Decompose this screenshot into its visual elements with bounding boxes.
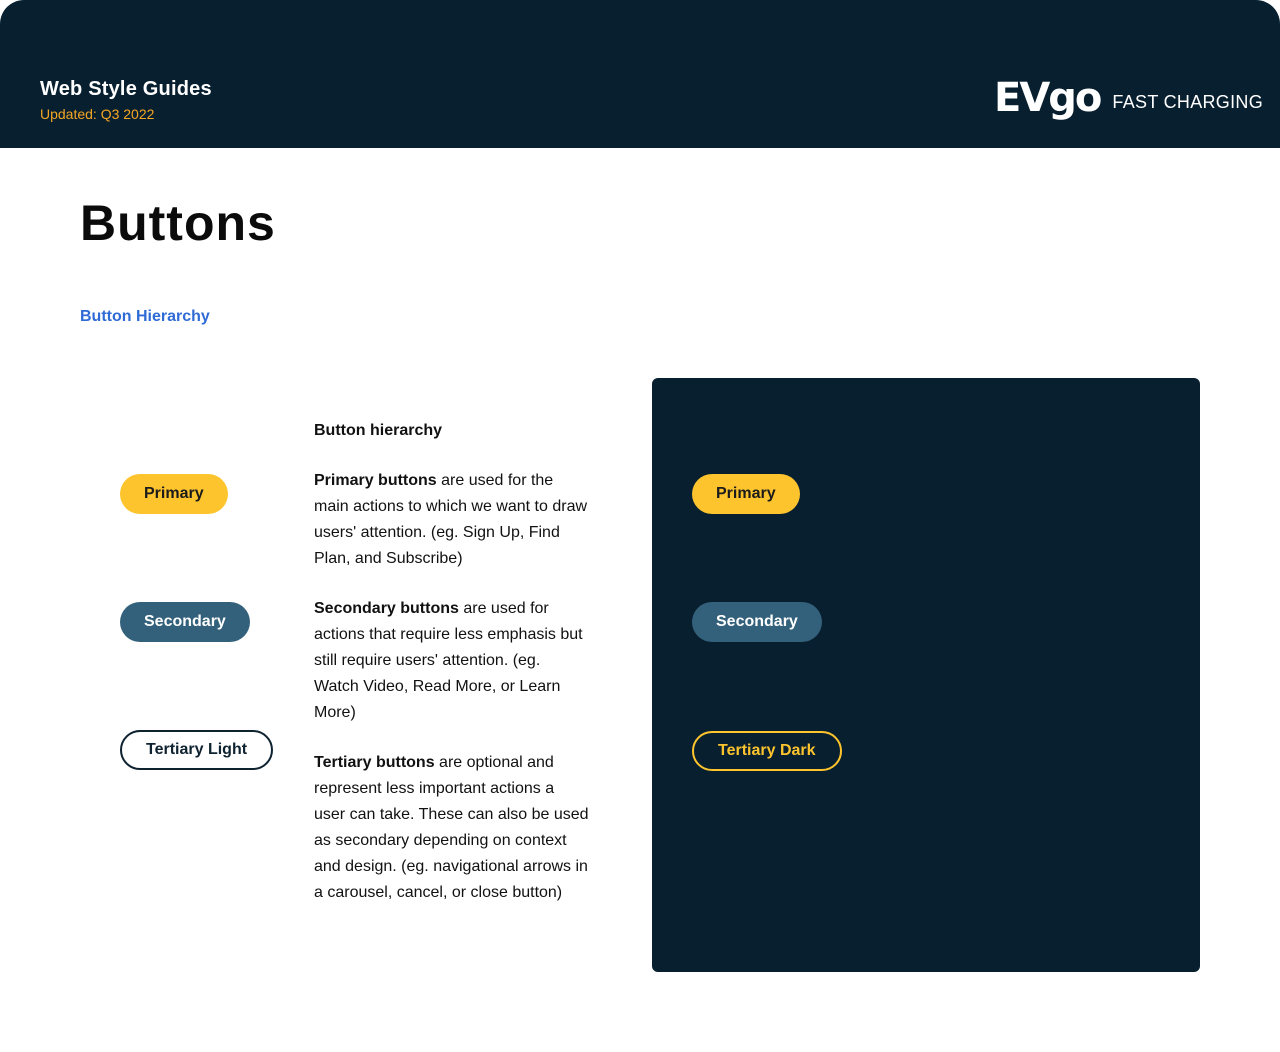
header-title: Web Style Guides — [40, 78, 212, 100]
evgo-logo — [994, 76, 1263, 120]
secondary-description — [314, 596, 589, 726]
tertiary-description — [314, 750, 589, 906]
tertiary-description-label: Tertiary buttons — [314, 754, 435, 771]
description-heading: Button hierarchy — [314, 422, 443, 439]
updated-date: Updated: Q3 2022 — [40, 106, 155, 122]
secondary-description-label: Secondary buttons — [314, 600, 459, 617]
logo-tagline: FAST CHARGING — [1112, 92, 1263, 112]
button-hierarchy-link[interactable]: Button Hierarchy — [80, 308, 210, 325]
secondary-button-dark[interactable]: Secondary — [692, 602, 822, 642]
primary-button-dark[interactable]: Primary — [692, 474, 800, 514]
logo-mark: EVgo — [994, 75, 1101, 121]
secondary-button-light[interactable]: Secondary — [120, 602, 250, 642]
dark-background-panel — [652, 378, 1200, 972]
tertiary-light-button[interactable]: Tertiary Light — [120, 730, 273, 770]
primary-description-label: Primary buttons — [314, 472, 437, 489]
primary-description-text: are used for the main actions to which we want to draw users' attention. (eg. Sign Up, Find Plan, and Subscribe) — [314, 472, 588, 567]
primary-description — [314, 468, 589, 572]
primary-button-light[interactable]: Primary — [120, 474, 228, 514]
secondary-description-text: are used for actions that require less emphasis but still require users' attention. (eg. Watch Video, Read More, or Learn More) — [314, 600, 583, 721]
tertiary-dark-button[interactable]: Tertiary Dark — [692, 731, 842, 771]
header-bar — [0, 0, 1280, 148]
tertiary-description-text: are optional and represent less important actions a user can take. These can also be used as secondary depending on context and design. (eg. navigational arrows in a carousel, cancel, or close button) — [314, 754, 589, 901]
page-title: Buttons — [80, 195, 276, 251]
